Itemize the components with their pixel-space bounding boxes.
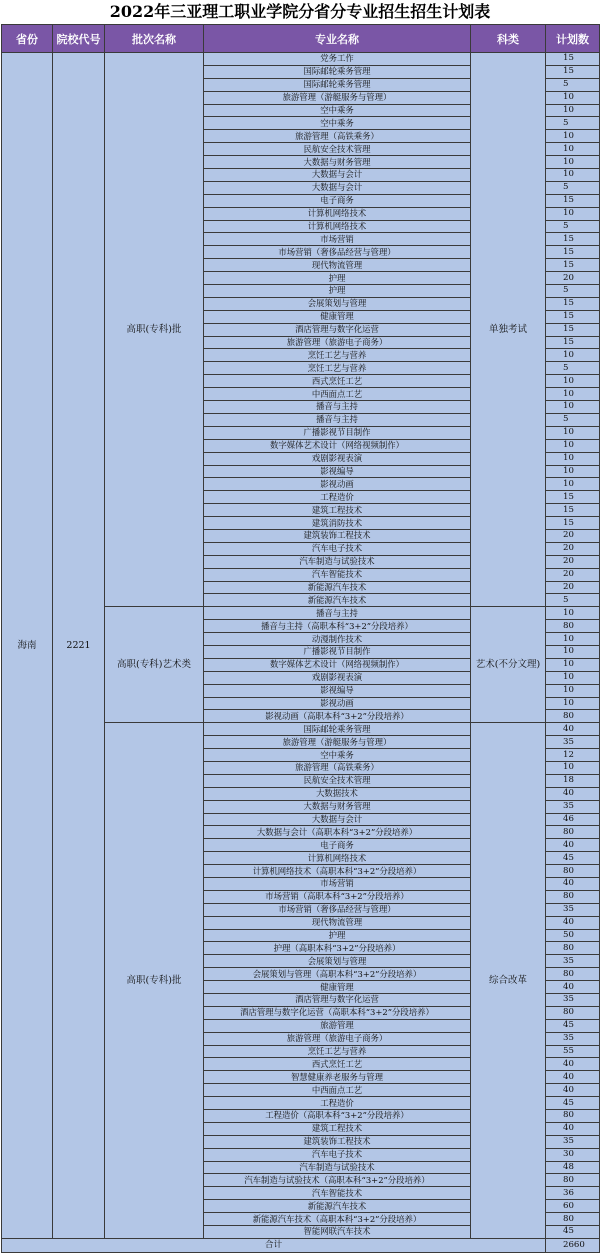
table-body [2, 53, 600, 1253]
plan-count-cell: 15 [546, 517, 600, 530]
header-major: 专业名称 [204, 25, 471, 53]
plan-count-cell: 15 [546, 65, 600, 78]
major-cell: 西式烹饪工艺 [204, 375, 471, 388]
plan-count-cell: 35 [546, 800, 600, 813]
major-cell: 护理 [204, 929, 471, 942]
major-cell: 汽车智能技术 [204, 1187, 471, 1200]
plan-count-cell: 20 [546, 581, 600, 594]
plan-count-cell: 15 [546, 310, 600, 323]
subject-cell: 单独考试 [471, 53, 546, 607]
major-cell: 市场营销（高职本科“3+2”分段培养） [204, 890, 471, 903]
major-cell: 汽车制造与试验技术 [204, 1161, 471, 1174]
plan-count-cell: 10 [546, 401, 600, 414]
plan-count-cell: 15 [546, 323, 600, 336]
total-row [2, 1238, 600, 1252]
plan-count-cell: 15 [546, 233, 600, 246]
plan-count-cell: 45 [546, 1226, 600, 1239]
plan-count-cell: 35 [546, 1135, 600, 1148]
major-cell: 影视编导 [204, 465, 471, 478]
batch-cell: 高职(专科)批 [105, 723, 204, 1239]
plan-count-cell: 5 [546, 117, 600, 130]
plan-count-cell: 10 [546, 452, 600, 465]
major-cell: 汽车制造与试验技术（高职本科“3+2”分段培养） [204, 1174, 471, 1187]
plan-count-cell: 48 [546, 1161, 600, 1174]
plan-count-cell: 46 [546, 813, 600, 826]
plan-count-cell: 10 [546, 607, 600, 620]
major-cell: 市场营销（奢侈品经营与管理） [204, 903, 471, 916]
major-cell: 市场营销 [204, 233, 471, 246]
plan-count-cell: 10 [546, 104, 600, 117]
major-cell: 电子商务 [204, 194, 471, 207]
major-cell: 新能源汽车技术 [204, 1200, 471, 1213]
plan-count-cell: 45 [546, 852, 600, 865]
plan-count-cell: 10 [546, 143, 600, 156]
major-cell: 旅游管理（高铁乘务） [204, 761, 471, 774]
batch-cell: 高职(专科)艺术类 [105, 607, 204, 723]
plan-count-cell: 35 [546, 1032, 600, 1045]
major-cell: 新能源汽车技术 [204, 594, 471, 607]
major-cell: 空中乘务 [204, 104, 471, 117]
major-cell: 现代物流管理 [204, 259, 471, 272]
plan-count-cell: 10 [546, 478, 600, 491]
major-cell: 动漫制作技术 [204, 633, 471, 646]
plan-count-cell: 15 [546, 297, 600, 310]
plan-count-cell: 80 [546, 865, 600, 878]
plan-count-cell: 80 [546, 620, 600, 633]
major-cell: 计算机网络技术 [204, 207, 471, 220]
major-cell: 国际邮轮乘务管理 [204, 78, 471, 91]
major-cell: 护理 [204, 285, 471, 298]
plan-count-cell: 55 [546, 1045, 600, 1058]
plan-count-cell: 80 [546, 1174, 600, 1187]
major-cell: 民航安全技术管理 [204, 774, 471, 787]
major-cell: 影视动画 [204, 478, 471, 491]
major-cell: 新能源汽车技术（高职本科“3+2”分段培养） [204, 1213, 471, 1226]
plan-count-cell: 40 [546, 878, 600, 891]
major-cell: 旅游管理（游艇服务与管理） [204, 91, 471, 104]
major-cell: 会展策划与管理（高职本科“3+2”分段培养） [204, 968, 471, 981]
major-cell: 戏剧影视表演 [204, 452, 471, 465]
plan-count-cell: 40 [546, 1084, 600, 1097]
plan-count-cell: 10 [546, 761, 600, 774]
plan-count-cell: 15 [546, 336, 600, 349]
plan-count-cell: 10 [546, 91, 600, 104]
major-cell: 烹饪工艺与营养 [204, 349, 471, 362]
major-cell: 工程造价（高职本科“3+2”分段培养） [204, 1110, 471, 1123]
major-cell: 汽车制造与试验技术 [204, 555, 471, 568]
major-cell: 计算机网络技术 [204, 220, 471, 233]
plan-count-cell: 45 [546, 1097, 600, 1110]
plan-count-cell: 12 [546, 749, 600, 762]
plan-count-cell: 40 [546, 981, 600, 994]
major-cell: 烹饪工艺与营养 [204, 362, 471, 375]
major-cell: 汽车电子技术 [204, 542, 471, 555]
major-cell: 中西面点工艺 [204, 388, 471, 401]
major-cell: 建筑装饰工程技术 [204, 1135, 471, 1148]
major-cell: 播音与主持（高职本科“3+2”分段培养） [204, 620, 471, 633]
subject-cell: 艺术(不分文理) [471, 607, 546, 723]
plan-count-cell: 15 [546, 246, 600, 259]
table-row [2, 53, 600, 66]
plan-count-cell: 5 [546, 78, 600, 91]
major-cell: 中西面点工艺 [204, 1084, 471, 1097]
major-cell: 建筑消防技术 [204, 517, 471, 530]
header-row [2, 25, 600, 53]
major-cell: 酒店管理与数字化运营 [204, 323, 471, 336]
page-title: 2022年三亚理工职业学院分省分专业招生招生计划表 [109, 2, 491, 21]
plan-count-cell: 10 [546, 465, 600, 478]
plan-count-cell: 20 [546, 555, 600, 568]
plan-count-cell: 60 [546, 1200, 600, 1213]
major-cell: 旅游管理（旅游电子商务） [204, 336, 471, 349]
major-cell: 戏剧影视表演 [204, 671, 471, 684]
major-cell: 大数据与会计（高职本科“3+2”分段培养） [204, 826, 471, 839]
major-cell: 民航安全技术管理 [204, 143, 471, 156]
major-cell: 工程造价 [204, 1097, 471, 1110]
plan-count-cell: 20 [546, 529, 600, 542]
plan-count-cell: 40 [546, 1071, 600, 1084]
major-cell: 新能源汽车技术 [204, 581, 471, 594]
total-label: 合计 [2, 1238, 546, 1252]
plan-count-cell: 15 [546, 53, 600, 66]
plan-count-cell: 80 [546, 826, 600, 839]
major-cell: 数字媒体艺术设计（网络视频制作） [204, 439, 471, 452]
major-cell: 会展策划与管理 [204, 297, 471, 310]
plan-count-cell: 5 [546, 362, 600, 375]
major-cell: 影视动画 [204, 697, 471, 710]
plan-count-cell: 15 [546, 194, 600, 207]
plan-count-cell: 35 [546, 955, 600, 968]
major-cell: 大数据与财务管理 [204, 800, 471, 813]
major-cell: 大数据技术 [204, 787, 471, 800]
plan-count-cell: 20 [546, 568, 600, 581]
plan-count-cell: 36 [546, 1187, 600, 1200]
plan-count-cell: 20 [546, 542, 600, 555]
major-cell: 会展策划与管理 [204, 955, 471, 968]
plan-count-cell: 40 [546, 839, 600, 852]
major-cell: 空中乘务 [204, 749, 471, 762]
province-cell: 海南 [2, 53, 53, 1239]
major-cell: 影视编导 [204, 684, 471, 697]
major-cell: 数字媒体艺术设计（网络视频制作） [204, 658, 471, 671]
plan-count-cell: 20 [546, 272, 600, 285]
plan-count-cell: 15 [546, 504, 600, 517]
major-cell: 酒店管理与数字化运营 [204, 994, 471, 1007]
header-province: 省份 [2, 25, 53, 53]
major-cell: 工程造价 [204, 491, 471, 504]
plan-count-cell: 80 [546, 1110, 600, 1123]
major-cell: 酒店管理与数字化运营（高职本科“3+2”分段培养） [204, 1006, 471, 1019]
plan-count-cell: 10 [546, 156, 600, 169]
plan-count-cell: 80 [546, 890, 600, 903]
plan-count-cell: 5 [546, 220, 600, 233]
plan-count-cell: 45 [546, 1019, 600, 1032]
major-cell: 影视动画（高职本科“3+2”分段培养） [204, 710, 471, 723]
major-cell: 现代物流管理 [204, 916, 471, 929]
plan-count-cell: 18 [546, 774, 600, 787]
major-cell: 广播影视节目制作 [204, 645, 471, 658]
major-cell: 播音与主持 [204, 607, 471, 620]
plan-count-cell: 10 [546, 375, 600, 388]
major-cell: 国际邮轮乘务管理 [204, 723, 471, 736]
major-cell: 西式烹饪工艺 [204, 1058, 471, 1071]
plan-count-cell: 10 [546, 130, 600, 143]
major-cell: 播音与主持 [204, 401, 471, 414]
major-cell: 建筑工程技术 [204, 504, 471, 517]
major-cell: 旅游管理（旅游电子商务） [204, 1032, 471, 1045]
plan-count-cell: 40 [546, 787, 600, 800]
plan-count-cell: 35 [546, 903, 600, 916]
plan-count-cell: 80 [546, 1213, 600, 1226]
major-cell: 计算机网络技术（高职本科“3+2”分段培养） [204, 865, 471, 878]
plan-count-cell: 5 [546, 413, 600, 426]
major-cell: 旅游管理（游艇服务与管理） [204, 736, 471, 749]
plan-count-cell: 40 [546, 723, 600, 736]
total-value: 2660 [546, 1238, 600, 1252]
plan-count-cell: 35 [546, 736, 600, 749]
header-plan: 计划数 [546, 25, 600, 53]
major-cell: 大数据与财务管理 [204, 156, 471, 169]
plan-count-cell: 10 [546, 658, 600, 671]
plan-count-cell: 80 [546, 968, 600, 981]
enrollment-plan-table [1, 24, 600, 1253]
header-batch: 批次名称 [105, 25, 204, 53]
major-cell: 建筑装饰工程技术 [204, 529, 471, 542]
major-cell: 市场营销 [204, 878, 471, 891]
header-school-code: 院校代号 [53, 25, 105, 53]
major-cell: 党务工作 [204, 53, 471, 66]
plan-count-cell: 50 [546, 929, 600, 942]
plan-count-cell: 5 [546, 594, 600, 607]
plan-count-cell: 30 [546, 1148, 600, 1161]
plan-count-cell: 15 [546, 259, 600, 272]
batch-cell: 高职(专科)批 [105, 53, 204, 607]
major-cell: 智慧健康养老服务与管理 [204, 1071, 471, 1084]
plan-count-cell: 5 [546, 285, 600, 298]
plan-count-cell: 40 [546, 1058, 600, 1071]
plan-count-cell: 10 [546, 645, 600, 658]
plan-count-cell: 10 [546, 439, 600, 452]
major-cell: 空中乘务 [204, 117, 471, 130]
plan-count-cell: 10 [546, 633, 600, 646]
plan-count-cell: 40 [546, 1122, 600, 1135]
plan-count-cell: 10 [546, 349, 600, 362]
plan-count-cell: 10 [546, 671, 600, 684]
plan-count-cell: 35 [546, 994, 600, 1007]
major-cell: 旅游管理（高铁乘务） [204, 130, 471, 143]
major-cell: 护理（高职本科“3+2”分段培养） [204, 942, 471, 955]
major-cell: 市场营销（奢侈品经营与管理） [204, 246, 471, 259]
major-cell: 电子商务 [204, 839, 471, 852]
major-cell: 建筑工程技术 [204, 1122, 471, 1135]
major-cell: 汽车电子技术 [204, 1148, 471, 1161]
plan-count-cell: 10 [546, 697, 600, 710]
major-cell: 烹饪工艺与营养 [204, 1045, 471, 1058]
major-cell: 计算机网络技术 [204, 852, 471, 865]
header-subject: 科类 [471, 25, 546, 53]
plan-count-cell: 10 [546, 169, 600, 182]
plan-count-cell: 80 [546, 710, 600, 723]
major-cell: 健康管理 [204, 981, 471, 994]
plan-count-cell: 40 [546, 916, 600, 929]
plan-count-cell: 80 [546, 942, 600, 955]
major-cell: 大数据与会计 [204, 181, 471, 194]
major-cell: 广播影视节目制作 [204, 426, 471, 439]
major-cell: 智能网联汽车技术 [204, 1226, 471, 1239]
plan-count-cell: 5 [546, 181, 600, 194]
plan-count-cell: 15 [546, 491, 600, 504]
plan-count-cell: 10 [546, 426, 600, 439]
major-cell: 汽车智能技术 [204, 568, 471, 581]
subject-cell: 综合改革 [471, 723, 546, 1239]
major-cell: 大数据与会计 [204, 813, 471, 826]
major-cell: 播音与主持 [204, 413, 471, 426]
major-cell: 护理 [204, 272, 471, 285]
plan-count-cell: 10 [546, 388, 600, 401]
school-code-cell: 2221 [53, 53, 105, 1239]
plan-count-cell: 10 [546, 207, 600, 220]
plan-count-cell: 10 [546, 684, 600, 697]
major-cell: 国际邮轮乘务管理 [204, 65, 471, 78]
major-cell: 大数据与会计 [204, 169, 471, 182]
major-cell: 旅游管理 [204, 1019, 471, 1032]
plan-count-cell: 80 [546, 1006, 600, 1019]
major-cell: 健康管理 [204, 310, 471, 323]
